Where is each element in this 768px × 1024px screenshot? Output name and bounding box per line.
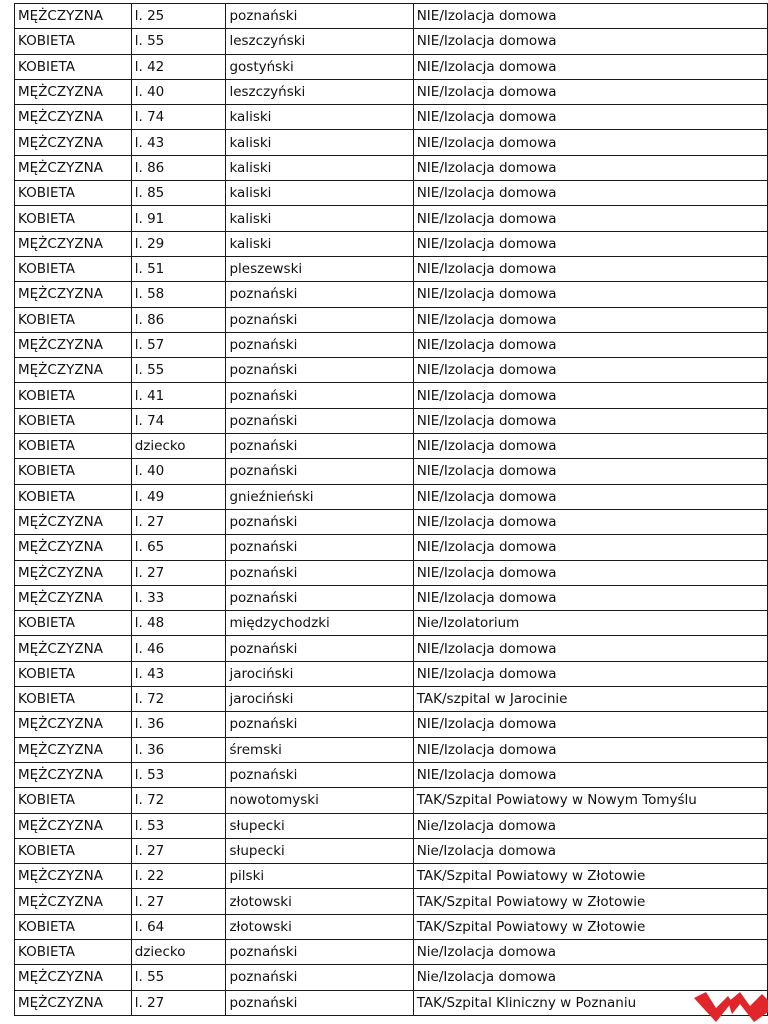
cell-county: poznański [226, 4, 413, 29]
table-row [15, 737, 768, 762]
cell-sex: KOBIETA [15, 661, 132, 686]
cell-status: NIE/Izolacja domowa [413, 282, 767, 307]
cell-sex: MĘŻCZYZNA [15, 585, 132, 610]
cell-county: jarociński [226, 661, 413, 686]
cell-sex: KOBIETA [15, 181, 132, 206]
cell-status: NIE/Izolacja domowa [413, 484, 767, 509]
table-row [15, 611, 768, 636]
table-row [15, 560, 768, 585]
cell-status: TAK/Szpital Kliniczny w Poznaniu [413, 990, 767, 1015]
cell-status: NIE/Izolacja domowa [413, 358, 767, 383]
cell-sex: MĘŻCZYZNA [15, 762, 132, 787]
cell-county: śremski [226, 737, 413, 762]
cell-age: l. 74 [131, 408, 226, 433]
cell-county: poznański [226, 459, 413, 484]
cell-age: l. 36 [131, 737, 226, 762]
cell-county: poznański [226, 965, 413, 990]
cell-county: poznański [226, 408, 413, 433]
table-row [15, 155, 768, 180]
cell-sex: MĘŻCZYZNA [15, 231, 132, 256]
table-row [15, 256, 768, 281]
cell-age: l. 25 [131, 4, 226, 29]
cell-age: l. 86 [131, 155, 226, 180]
cell-county: kaliski [226, 155, 413, 180]
cell-age: l. 72 [131, 687, 226, 712]
cell-age: l. 42 [131, 54, 226, 79]
cell-county: poznański [226, 939, 413, 964]
cell-county: poznański [226, 307, 413, 332]
table-row [15, 4, 768, 29]
cell-status: TAK/Szpital Powiatowy w Złotowie [413, 864, 767, 889]
cell-county: kaliski [226, 231, 413, 256]
cell-county: poznański [226, 560, 413, 585]
table-row [15, 383, 768, 408]
cell-county: nowotomyski [226, 788, 413, 813]
cell-county: gnieźnieński [226, 484, 413, 509]
table-row [15, 307, 768, 332]
cell-age: l. 48 [131, 611, 226, 636]
cell-sex: KOBIETA [15, 611, 132, 636]
cell-sex: KOBIETA [15, 484, 132, 509]
cell-age: l. 72 [131, 788, 226, 813]
cell-sex: KOBIETA [15, 687, 132, 712]
table-row [15, 965, 768, 990]
cell-county: poznański [226, 585, 413, 610]
cell-age: l. 40 [131, 459, 226, 484]
cell-age: l. 65 [131, 535, 226, 560]
cell-status: Nie/Izolacja domowa [413, 965, 767, 990]
cell-status: NIE/Izolacja domowa [413, 307, 767, 332]
cell-county: poznański [226, 332, 413, 357]
cell-status: NIE/Izolacja domowa [413, 434, 767, 459]
cell-county: poznański [226, 358, 413, 383]
cell-sex: MĘŻCZYZNA [15, 130, 132, 155]
cell-sex: MĘŻCZYZNA [15, 560, 132, 585]
red-chevron-logo-icon [692, 988, 768, 1024]
cell-status: NIE/Izolacja domowa [413, 155, 767, 180]
cell-sex: KOBIETA [15, 54, 132, 79]
cell-sex: KOBIETA [15, 914, 132, 939]
cell-status: NIE/Izolacja domowa [413, 408, 767, 433]
cell-county: międzychodzki [226, 611, 413, 636]
cell-status: NIE/Izolacja domowa [413, 332, 767, 357]
cell-county: poznański [226, 636, 413, 661]
table-row [15, 181, 768, 206]
cell-status: NIE/Izolacja domowa [413, 762, 767, 787]
cell-sex: KOBIETA [15, 307, 132, 332]
cell-status: NIE/Izolacja domowa [413, 181, 767, 206]
table-row [15, 29, 768, 54]
cell-county: poznański [226, 383, 413, 408]
table-row [15, 687, 768, 712]
table-row [15, 130, 768, 155]
cell-sex: MĘŻCZYZNA [15, 79, 132, 104]
cell-age: l. 43 [131, 661, 226, 686]
cell-age: l. 43 [131, 130, 226, 155]
cell-sex: KOBIETA [15, 408, 132, 433]
cell-age: l. 36 [131, 712, 226, 737]
cell-sex: MĘŻCZYZNA [15, 358, 132, 383]
cell-status: Nie/Izolacja domowa [413, 813, 767, 838]
cell-sex: MĘŻCZYZNA [15, 636, 132, 661]
cell-sex: MĘŻCZYZNA [15, 737, 132, 762]
table-row [15, 79, 768, 104]
cell-county: słupecki [226, 813, 413, 838]
cell-status: NIE/Izolacja domowa [413, 661, 767, 686]
cell-age: l. 27 [131, 838, 226, 863]
cell-sex: KOBIETA [15, 788, 132, 813]
cell-sex: MĘŻCZYZNA [15, 990, 132, 1015]
cell-age: l. 33 [131, 585, 226, 610]
table-row [15, 788, 768, 813]
cell-county: gostyński [226, 54, 413, 79]
table-row [15, 864, 768, 889]
cell-status: NIE/Izolacja domowa [413, 29, 767, 54]
cell-status: TAK/Szpital Powiatowy w Złotowie [413, 914, 767, 939]
cell-age: l. 85 [131, 181, 226, 206]
table-row [15, 661, 768, 686]
table-row [15, 54, 768, 79]
cell-status: NIE/Izolacja domowa [413, 256, 767, 281]
cell-status: Nie/Izolatorium [413, 611, 767, 636]
cell-age: l. 86 [131, 307, 226, 332]
table-row [15, 636, 768, 661]
cell-sex: MĘŻCZYZNA [15, 535, 132, 560]
table-row [15, 914, 768, 939]
table-row [15, 206, 768, 231]
cell-status: NIE/Izolacja domowa [413, 636, 767, 661]
cell-age: l. 53 [131, 762, 226, 787]
table-row [15, 231, 768, 256]
cell-sex: KOBIETA [15, 29, 132, 54]
cell-age: l. 29 [131, 231, 226, 256]
cell-sex: KOBIETA [15, 434, 132, 459]
cell-age: l. 27 [131, 889, 226, 914]
cell-sex: KOBIETA [15, 939, 132, 964]
table-row [15, 889, 768, 914]
cell-sex: KOBIETA [15, 459, 132, 484]
table-row [15, 838, 768, 863]
cell-status: NIE/Izolacja domowa [413, 54, 767, 79]
cell-county: leszczyński [226, 29, 413, 54]
cell-county: poznański [226, 712, 413, 737]
cell-age: l. 55 [131, 965, 226, 990]
table-row [15, 990, 768, 1015]
cell-sex: MĘŻCZYZNA [15, 509, 132, 534]
cell-sex: MĘŻCZYZNA [15, 155, 132, 180]
cell-county: poznański [226, 282, 413, 307]
cell-age: l. 55 [131, 358, 226, 383]
cell-sex: MĘŻCZYZNA [15, 813, 132, 838]
cell-sex: MĘŻCZYZNA [15, 4, 132, 29]
cell-status: TAK/Szpital Powiatowy w Nowym Tomyślu [413, 788, 767, 813]
cell-age: l. 57 [131, 332, 226, 357]
table-row [15, 459, 768, 484]
cell-sex: KOBIETA [15, 838, 132, 863]
cell-sex: KOBIETA [15, 383, 132, 408]
cell-status: NIE/Izolacja domowa [413, 535, 767, 560]
cell-age: l. 27 [131, 509, 226, 534]
logo-chevron-right [728, 992, 768, 1022]
cell-sex: MĘŻCZYZNA [15, 965, 132, 990]
cell-sex: MĘŻCZYZNA [15, 864, 132, 889]
cell-sex: MĘŻCZYZNA [15, 105, 132, 130]
cell-status: NIE/Izolacja domowa [413, 560, 767, 585]
cell-status: NIE/Izolacja domowa [413, 206, 767, 231]
cell-status: NIE/Izolacja domowa [413, 79, 767, 104]
cell-age: l. 91 [131, 206, 226, 231]
cell-age: l. 74 [131, 105, 226, 130]
cell-status: Nie/Izolacja domowa [413, 838, 767, 863]
table-row [15, 105, 768, 130]
cell-age: l. 27 [131, 560, 226, 585]
cell-sex: MĘŻCZYZNA [15, 282, 132, 307]
table-row [15, 585, 768, 610]
cell-age: l. 58 [131, 282, 226, 307]
table-row [15, 434, 768, 459]
cell-status: NIE/Izolacja domowa [413, 4, 767, 29]
cell-sex: MĘŻCZYZNA [15, 889, 132, 914]
table-row [15, 939, 768, 964]
cases-table-body [15, 4, 768, 1016]
cell-age: l. 49 [131, 484, 226, 509]
table-row [15, 332, 768, 357]
cell-age: l. 22 [131, 864, 226, 889]
cell-status: TAK/szpital w Jarocinie [413, 687, 767, 712]
cell-county: poznański [226, 434, 413, 459]
cell-age: l. 55 [131, 29, 226, 54]
cell-county: pleszewski [226, 256, 413, 281]
table-row [15, 509, 768, 534]
cell-status: NIE/Izolacja domowa [413, 509, 767, 534]
cell-status: NIE/Izolacja domowa [413, 459, 767, 484]
cell-status: NIE/Izolacja domowa [413, 585, 767, 610]
cell-county: leszczyński [226, 79, 413, 104]
cell-county: pilski [226, 864, 413, 889]
cell-county: poznański [226, 535, 413, 560]
cell-status: NIE/Izolacja domowa [413, 737, 767, 762]
cell-age: l. 41 [131, 383, 226, 408]
table-row [15, 535, 768, 560]
cell-status: NIE/Izolacja domowa [413, 130, 767, 155]
table-row [15, 484, 768, 509]
cell-age: l. 40 [131, 79, 226, 104]
cell-age: l. 53 [131, 813, 226, 838]
cell-status: TAK/Szpital Powiatowy w Złotowie [413, 889, 767, 914]
cell-county: słupecki [226, 838, 413, 863]
cell-county: złotowski [226, 889, 413, 914]
cell-sex: MĘŻCZYZNA [15, 332, 132, 357]
cell-county: poznański [226, 990, 413, 1015]
table-row [15, 282, 768, 307]
cell-county: złotowski [226, 914, 413, 939]
cell-status: Nie/Izolacja domowa [413, 939, 767, 964]
cases-table [14, 3, 768, 1016]
table-row [15, 408, 768, 433]
cell-status: NIE/Izolacja domowa [413, 105, 767, 130]
cell-county: poznański [226, 509, 413, 534]
cell-age: l. 46 [131, 636, 226, 661]
logo-chevron-left [694, 992, 732, 1022]
cell-status: NIE/Izolacja domowa [413, 383, 767, 408]
cell-age: l. 27 [131, 990, 226, 1015]
table-row [15, 358, 768, 383]
cell-sex: KOBIETA [15, 256, 132, 281]
cell-county: kaliski [226, 130, 413, 155]
cell-county: kaliski [226, 181, 413, 206]
cell-age: dziecko [131, 939, 226, 964]
cell-age: l. 64 [131, 914, 226, 939]
cell-age: l. 51 [131, 256, 226, 281]
cell-sex: KOBIETA [15, 206, 132, 231]
table-row [15, 813, 768, 838]
cell-sex: MĘŻCZYZNA [15, 712, 132, 737]
cell-status: NIE/Izolacja domowa [413, 712, 767, 737]
cell-county: poznański [226, 762, 413, 787]
table-row [15, 762, 768, 787]
cell-county: jarociński [226, 687, 413, 712]
table-row [15, 712, 768, 737]
cell-status: NIE/Izolacja domowa [413, 231, 767, 256]
cell-age: dziecko [131, 434, 226, 459]
cell-county: kaliski [226, 105, 413, 130]
cell-county: kaliski [226, 206, 413, 231]
